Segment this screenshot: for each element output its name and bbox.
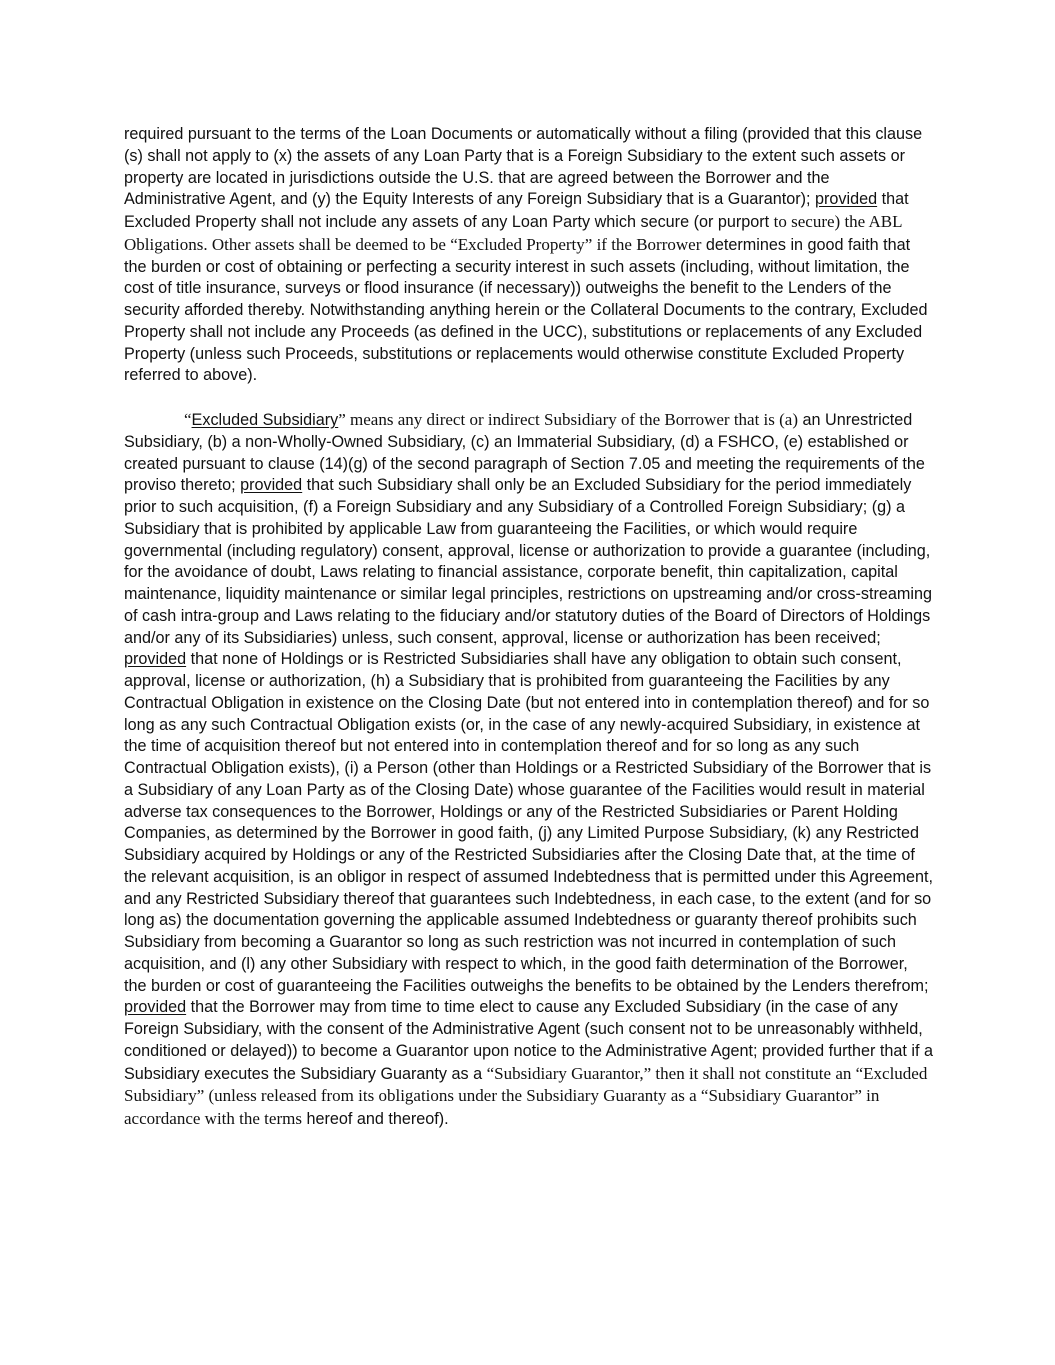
document-page	[124, 124, 934, 1131]
open-quote: “	[184, 410, 192, 429]
paragraph-line: replacements would otherwise constitute Excluded Property referred to above).	[124, 344, 905, 385]
definition-final: hereof and thereof).	[301, 1110, 449, 1128]
paragraph-line: the UCC), substitutions or replacements of any Excluded Property (unless such Proceeds, substitutions or	[124, 322, 923, 363]
serif-line: to secure) the ABL Obligations. Other assets shall be deemed to be “Excluded Property” if the Borrower	[124, 212, 902, 254]
definition-text: that the Borrower may from time to time elect to cause any Excluded Subsidiary (in the case of any Foreign Subsidiary, with the consent of the Administrative Agent (such consent not to be unreasonably withheld, conditioned or delayed)) to become a Guarantor upon notice to the Administrative Agent; provided further that if a Subsidiary executes the Subsidiary Guaranty as a	[124, 998, 933, 1083]
definition-text: that such Subsidiary shall only be an Excluded Subsidiary for the period immediately prior to such acquisition, (f) a Foreign Subsidiary and any Subsidiary of a Controlled Foreign Subsidiary; (g) a Subsidiary that is prohibited by applicable Law from guaranteeing the Facilities, or which would require governmental (including regulatory) consent, approval, license or authorization to provide a guarantee (including, for the avoidance of doubt, Laws relating to financial assistance, corporate benefit, thin capitalization, capital maintenance, liquidity maintenance or similar legal principles, restrictions on upstreaming and/or cross-streaming of cash intra-group and Laws relating to the fiduciary and/or statutory duties of the Board of Directors of Holdings and/or any of its Subsidiaries) unless, such consent, approval, license or authorization has been received;	[124, 476, 932, 647]
defined-term-excluded-subsidiary: Excluded Subsidiary	[191, 411, 339, 429]
provided-term: provided	[815, 190, 878, 209]
paragraph-line: the Collateral Documents to the contrary, Excluded Property shall not include any Proceeds (as defined in	[124, 301, 928, 341]
provided-term: provided	[124, 650, 187, 669]
paragraph-line: the Administrative Agent, and (y) the Equity Interests of any Foreign Subsidiary that is a Guarantor);	[124, 168, 830, 209]
definition-text: that none of Holdings or is Restricted Subsidiaries shall have any obligation to obtain such consent, approval, license or authorization, (h) a Subsidiary that is prohibited from guaranteeing the Facilities by any Contractual Obligation in existence on the Closing Date (but not entered into in contemplation thereof) and for so long as any such Contractual Obligation exists (or, in the case of any newly-acquired Subsidiary, in existence at the time of acquisition thereof but not entered into in contemplation thereof and for so long as any such Contractual Obligation exists), (i) a Person (other than Holdings or a Restricted Subsidiary of the Borrower that is a Subsidiary of any Loan Party as of the Closing Date) whose guarantee of the Facilities would result in material adverse tax consequences to the Borrower, Holdings or any of the Restricted Subsidiaries or Parent Holding Companies, as determined by the Borrower in good faith, (j) any Limited Purpose Subsidiary, (k) any Restricted Subsidiary acquired by Holdings or any of the Restricted Subsidiaries after the Closing Date that, at the time of the relevant acquisition, is an obligor in respect of assumed Indebtedness that is permitted under this Agreement, and any Restricted Subsidiary thereof that guarantees such Indebtedness, in each case, to the extent (and for so long as) the documentation governing the applicable assumed Indebtedness or guaranty thereof prohibits such Subsidiary from becoming a Guarantor so long as such restriction was not incurred in contemplation of such acquisition, and (l) any other Subsidiary with respect to which, in the good faith determination of the Borrower, the burden or cost of guaranteeing the Facilities outweighs the benefits to be obtained by the Lenders therefrom;	[124, 650, 933, 995]
paragraph-line: outweighs the benefit to the Lenders of the security afforded thereby. Notwithstanding anything herein or	[124, 279, 892, 319]
definition-lead: ” means any direct or indirect Subsidiary of the Borrower that is (a)	[338, 410, 799, 429]
paragraph-line: assets or property are located in jurisdictions outside the U.S. that are agreed between the Borrower and	[124, 146, 906, 187]
serif-tail: “Subsidiary Guarantor,” then it shall not constitute an “Excluded Subsidiary” (unless released from its obligations under the Subsidiary Guaranty as a “Subsidiary Guarantor” in accordance with the terms	[124, 1063, 928, 1128]
paragraph-line: (including, without limitation, the cost of title insurance, surveys or flood insurance (if necessary))	[124, 257, 910, 298]
paragraph-line: required pursuant to the terms of the Loan Documents or automatically without a filing (provided that this	[124, 125, 871, 143]
paragraph-text: that Excluded Property shall not include any assets of any Loan Party which secure (or purport	[124, 190, 909, 231]
provided-term: provided	[124, 998, 187, 1017]
paragraph-line: determines in good faith that the burden or cost of obtaining or perfecting a security interest in such assets	[124, 235, 911, 276]
definition-text: Unrestricted Subsidiary, (b) a non-Wholly-Owned Subsidiary, (c) an Immaterial Subsidiary, (d) a FSHCO, (e) established or created pursuant to clause (14)(g) of the second paragraph of Section 7.05 and meeting the requirements of the proviso thereto;	[124, 411, 925, 495]
paragraph-line: clause (s) shall not apply to (x) the assets of any Loan Party that is a Foreign Subsidiary to the extent such	[124, 125, 923, 165]
definition-lead-rest: an	[798, 411, 821, 429]
provided-term: provided	[240, 476, 303, 495]
excluded-property-paragraph	[124, 124, 934, 387]
excluded-subsidiary-definition	[124, 409, 934, 1131]
